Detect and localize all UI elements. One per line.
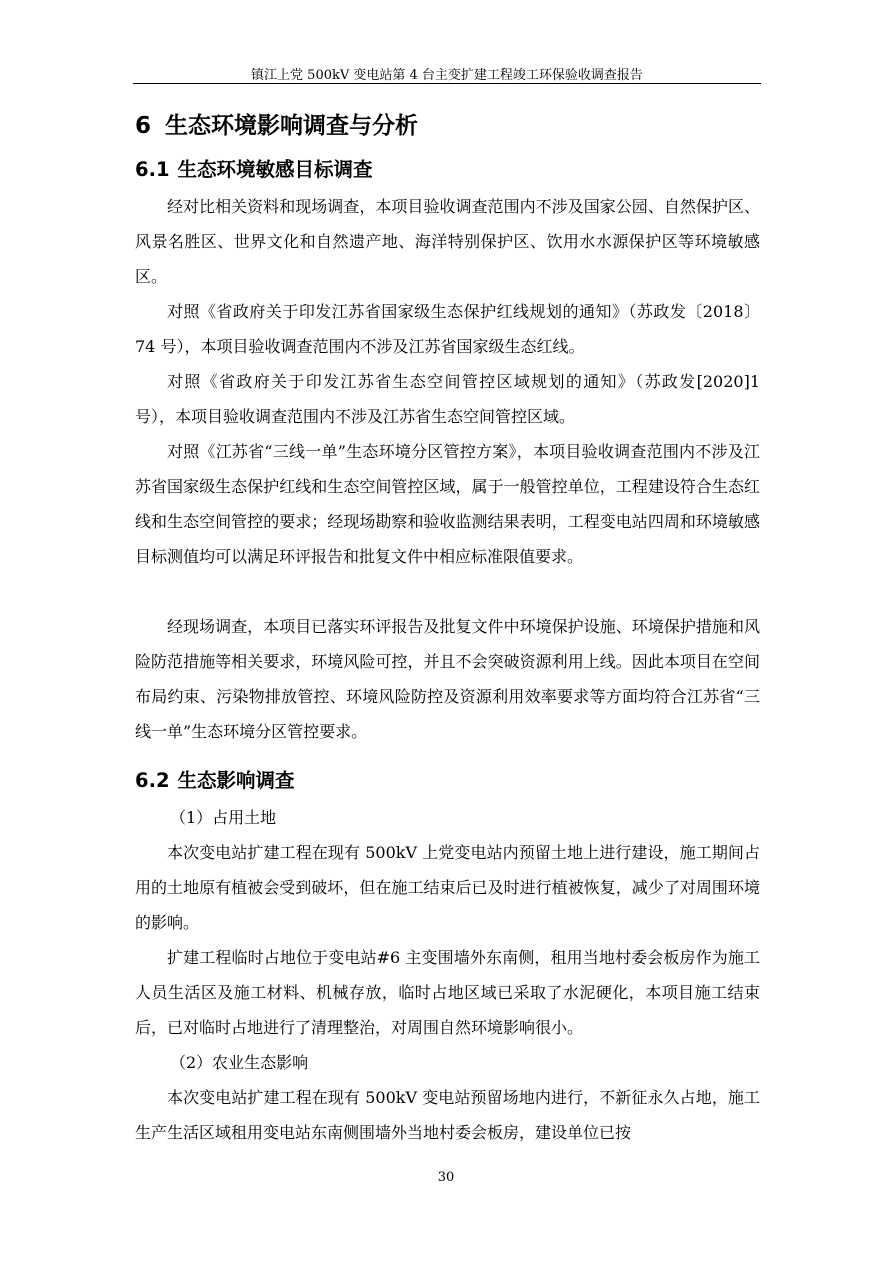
- paragraph: 本次变电站扩建工程在现有 500kV 变电站预留场地内进行，不新征永久占地，施工生产生活区域租用变电站东南侧围墙外当地村委会板房，建设单位已按: [135, 1088, 760, 1142]
- paragraph: 扩建工程临时占地位于变电站#6 主变围墙外东南侧，租用当地村委会板房作为施工人员生活区及施工材料、机械存放，临时占地区域已采取了水泥硬化，本项目施工结束后，已对临时占地进行了清理整治，对周围自然环境影响很小。: [135, 948, 760, 1037]
- header-rule: [133, 83, 761, 84]
- paragraph: 经现场调查，本项目已落实环评报告及批复文件中环境保护设施、环境保护措施和风险防范措施等相关要求，环境风险可控，并且不会突破资源利用上线。因此本项目在空间布局约束、污染物排放管控、环境风险防控及资源利用效率要求等方面均符合江苏省“三线一单”生态环境分区管控要求。: [135, 617, 760, 741]
- running-header: 镇江上党 500kV 变电站第 4 台主变扩建工程竣工环保验收调查报告: [251, 68, 643, 83]
- subsection-heading: （2）农业生态影响: [170, 1053, 309, 1072]
- paragraph: 对照《江苏省“三线一单”生态环境分区管控方案》，本项目验收调查范围内不涉及江苏省国家级生态保护红线和生态空间管控区域，属于一般管控单位，工程建设符合生态红线和生态空间管控的要求；经现场勘察和验收监测结果表明，工程变电站四周和环境敏感目标测值均可以满足环评报告和批复文件中相应标准限值要求。: [135, 442, 760, 566]
- page-number: 30: [437, 1170, 455, 1185]
- chapter-number: 6: [135, 113, 152, 139]
- paragraph: 对照《省政府关于印发江苏省国家级生态保护红线规划的通知》（苏政发〔2018〕74 号），本项目验收调查范围内不涉及江苏省国家级生态红线。: [135, 302, 760, 356]
- paragraph: 经对比相关资料和现场调查，本项目验收调查范围内不涉及国家公园、自然保护区、风景名胜区、世界文化和自然遗产地、海洋特别保护区、饮用水水源保护区等环境敏感区。: [135, 197, 760, 286]
- paragraph: 本次变电站扩建工程在现有 500kV 上党变电站内预留土地上进行建设，施工期间占用的土地原有植被会受到破坏，但在施工结束后已及时进行植被恢复，减少了对周围环境的影响。: [135, 843, 760, 932]
- chapter-heading: [135, 107, 418, 140]
- section-number: 6.2: [135, 769, 170, 792]
- section-title: 生态环境敏感目标调查: [177, 158, 373, 181]
- section-heading-6-1: [135, 154, 373, 182]
- section-title: 生态影响调查: [177, 769, 295, 792]
- section-number: 6.1: [135, 158, 170, 181]
- subsection-heading: （1）占用土地: [170, 808, 277, 827]
- section-heading-6-2: [135, 765, 295, 793]
- chapter-title: 生态环境影响调查与分析: [165, 113, 419, 139]
- paragraph: 对照《省政府关于印发江苏省生态空间管控区域规划的通知》（苏政发[2020]1 号），本项目验收调查范围内不涉及江苏省生态空间管控区域。: [135, 372, 760, 426]
